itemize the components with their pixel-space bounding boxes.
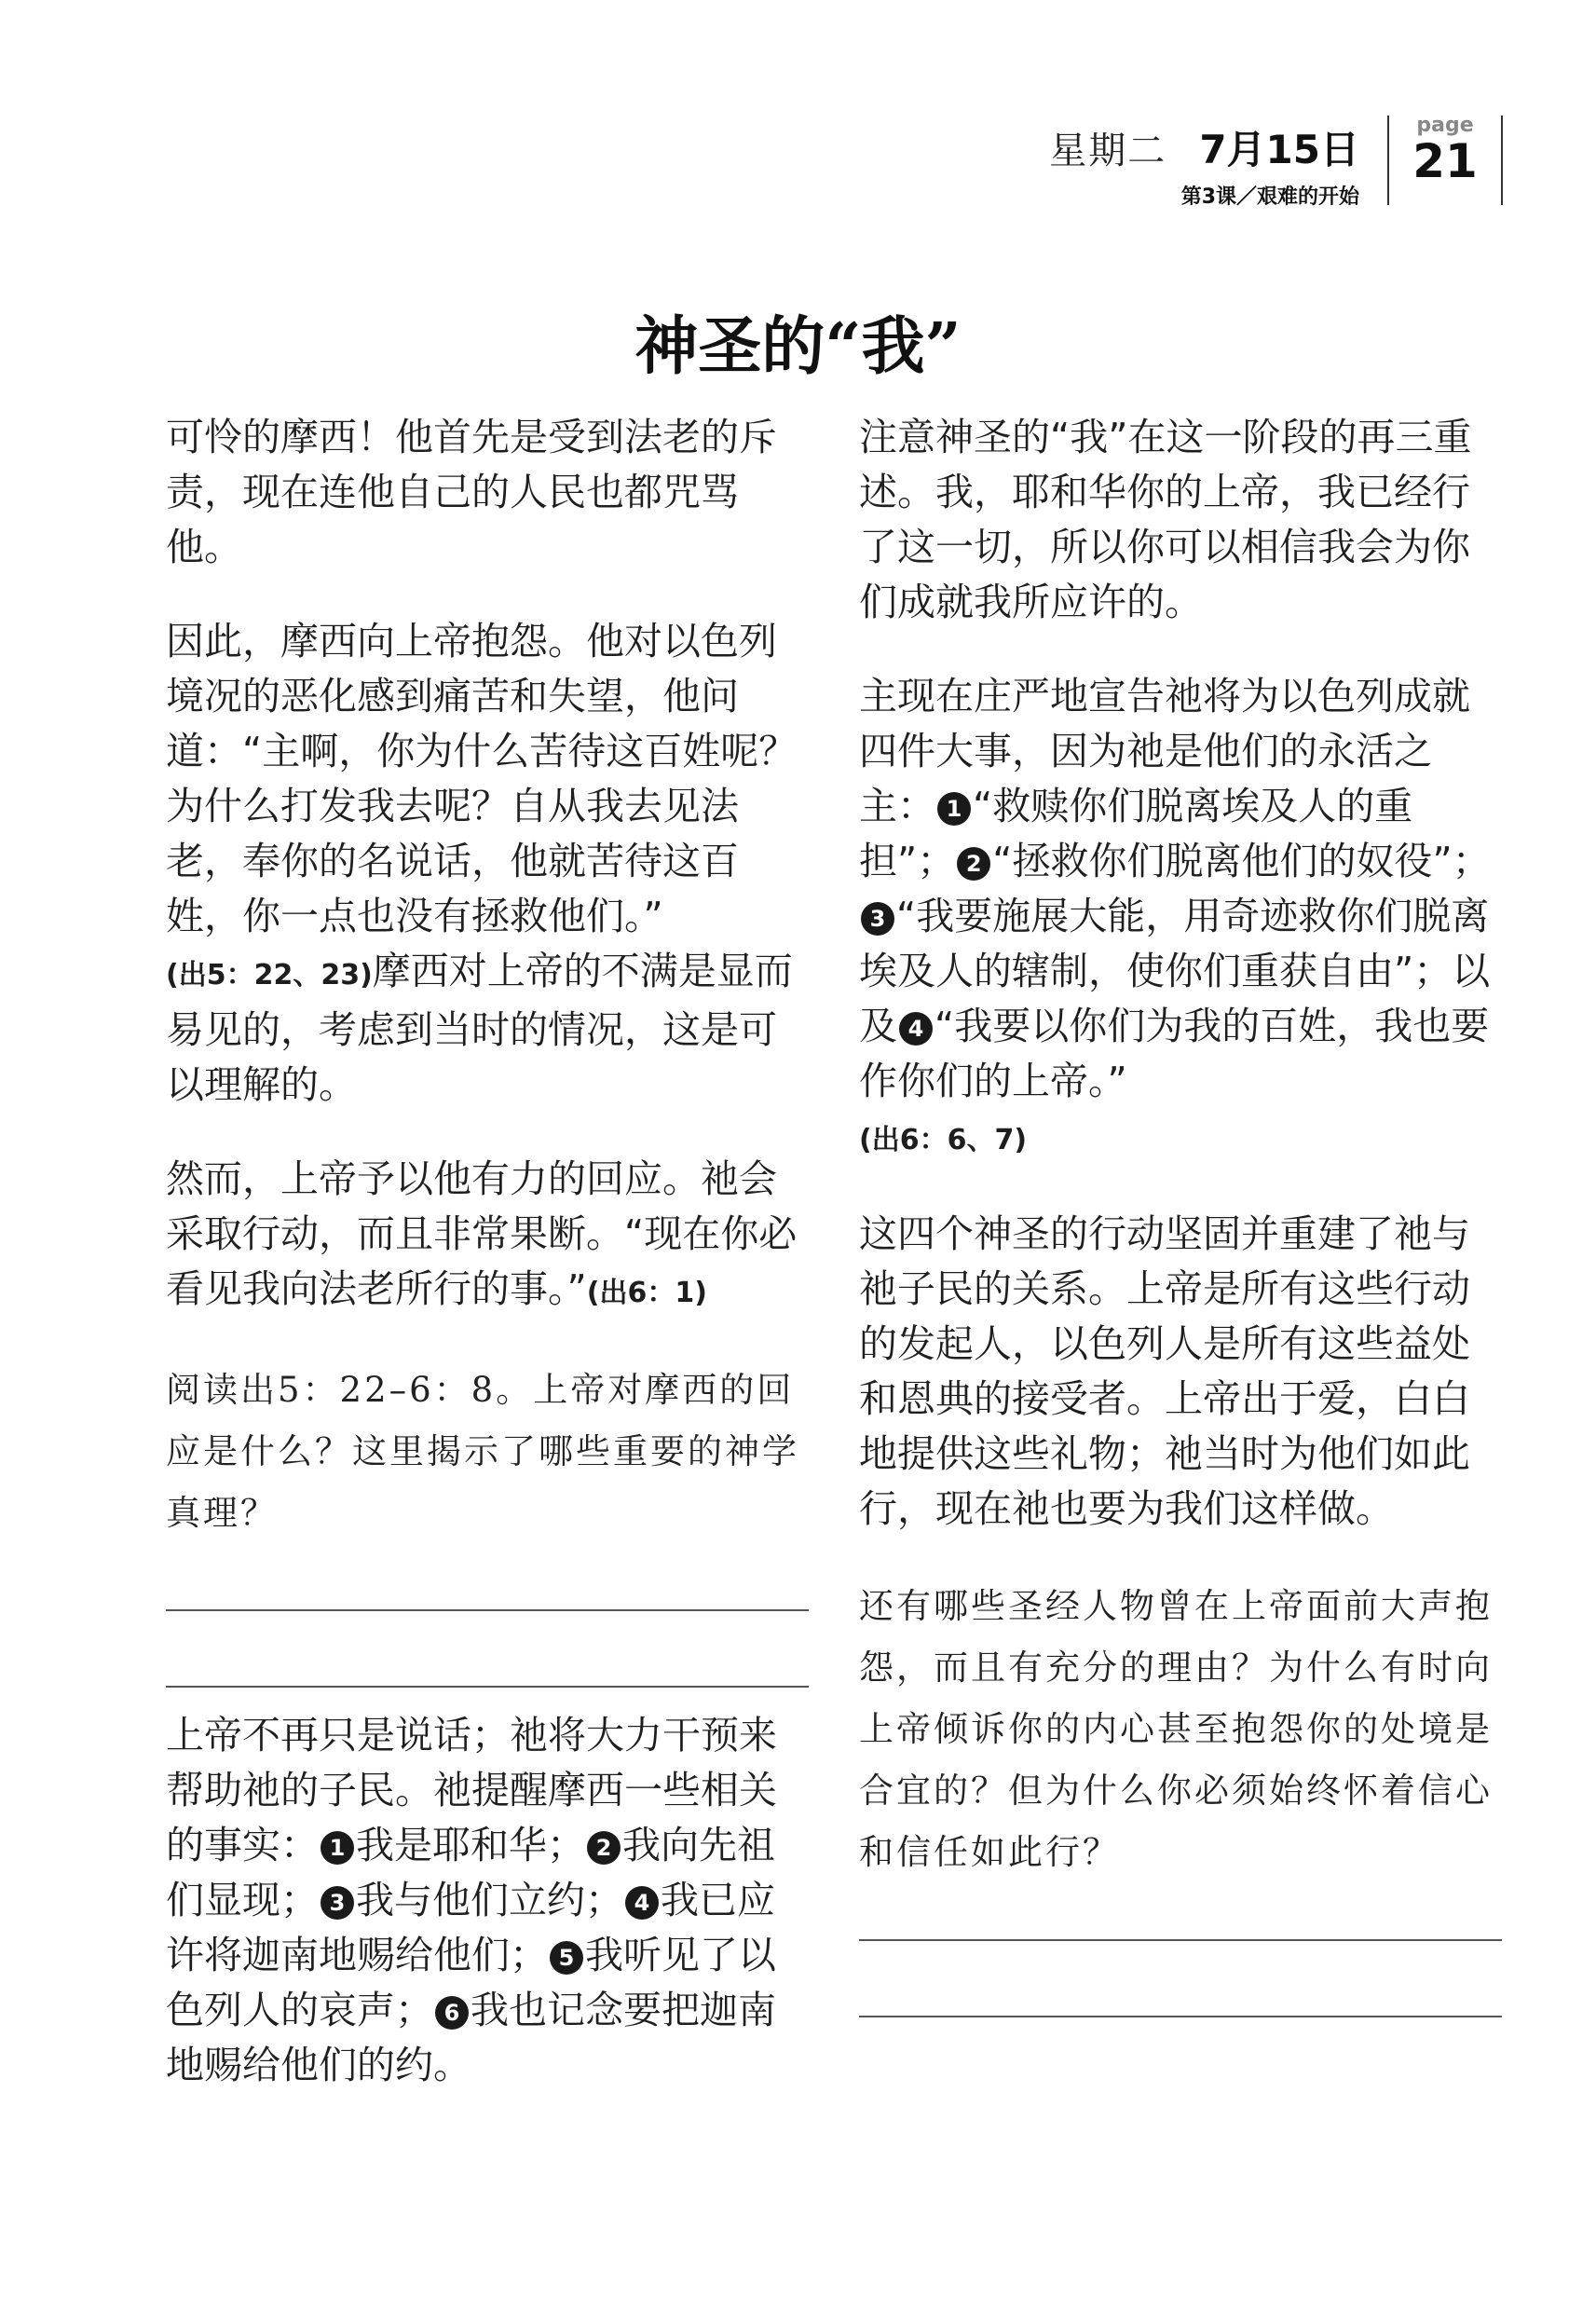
left-p3-text: 然而，上帝予以他有力的回应。祂会采取行动，而且非常果断。“现在你必看见我向法老所行的事。” — [166, 1156, 798, 1311]
answer-line-1[interactable] — [166, 1609, 809, 1611]
right-p2-intro: 主现在庄严地宣告祂将为以色列成就四件大事，因为祂是他们的永活之主： — [859, 674, 1470, 828]
left-column — [166, 410, 809, 2132]
right-p2-item-2: “拯救你们脱离他们的奴役”； — [992, 839, 1491, 883]
number-3-icon: 3 — [321, 1886, 354, 1920]
right-p2-item-4: “我要以你们为我的百姓，我也要作你们的上帝。” — [859, 1004, 1490, 1103]
left-p3-reference: (出6：1) — [586, 1277, 707, 1309]
number-1-icon: 1 — [937, 792, 971, 826]
right-p2-item-3: “我要施展大能，用奇迹救你们脱离埃及人的辖制，使你们重获自由”；以及 — [859, 894, 1491, 1048]
number-6-icon: 6 — [435, 1996, 469, 2030]
left-p4-item-6: 我也记念要把迦南地赐给他们的约。 — [166, 1988, 776, 2087]
number-4-icon: 4 — [625, 1886, 659, 1920]
left-paragraph-1: 可怜的摩西！他首先是受到法老的斥责，现在连他自己的人民也都咒骂他。 — [166, 415, 777, 569]
right-paragraph-1: 注意神圣的“我”在这一阶段的再三重述。我，耶和华你的上帝，我已经行了这一切，所以你可以相信我会为你们成就我所应许的。 — [859, 415, 1472, 624]
page-header — [1049, 110, 1503, 212]
left-paragraph-4 — [166, 1708, 809, 2093]
left-p2-text: 因此，摩西向上帝抱怨。他对以色列境况的恶化感到痛苦和失望，他问道：“主啊，你为什么苦待这百姓呢？为什么打发我去呢？自从我去见法老，奉你的名说话，他就苦待这百姓，你一点也没有拯救他们。” — [166, 619, 798, 938]
answer-line-3[interactable] — [859, 1939, 1502, 1941]
left-study-question: 阅读出5：22–6：8。上帝对摩西的回应是什么？这里揭示了哪些重要的神学真理？ — [166, 1370, 799, 1533]
left-p4-item-4: 我已应许将迦南地赐给他们； — [166, 1878, 775, 1977]
header-day: 星期二 — [1049, 130, 1167, 172]
header-date: 7月15日 — [1199, 127, 1359, 172]
right-paragraph-3: 这四个神圣的行动坚固并重建了祂与祂子民的关系。上帝是所有这些行动的发起人，以色列人是所有这些益处和恩典的接受者。上帝出于爱，白白地提供这些礼物；祂当时为他们如此行，现在祂也要为我们这样做。 — [859, 1211, 1470, 1531]
answer-line-2[interactable] — [166, 1686, 809, 1688]
left-p4-item-3: 我与他们立约； — [356, 1878, 623, 1922]
right-p2-reference: (出6：6、7) — [859, 1124, 1028, 1156]
header-right-rule — [1501, 116, 1503, 205]
number-1-icon: 1 — [321, 1831, 354, 1865]
right-paragraph-2 — [859, 669, 1502, 1168]
right-study-question: 还有哪些圣经人物曾在上帝面前大声抱怨，而且有充分的理由？为什么有时向上帝倾诉你的内心甚至抱怨你的处境是合宜的？但为什么你必须始终怀着信心和信任如此行？ — [859, 1586, 1493, 1872]
number-4-icon: 4 — [899, 1012, 933, 1046]
number-2-icon: 2 — [957, 847, 990, 881]
left-p2-reference: (出5：22、23) — [166, 959, 373, 991]
number-2-icon: 2 — [587, 1831, 621, 1865]
page-title: 神圣的“我” — [634, 309, 962, 384]
page-number: 21 — [1412, 134, 1478, 188]
page-number-block — [1389, 110, 1501, 186]
left-p4-item-5: 我听见了以色列人的哀声； — [166, 1933, 776, 2032]
number-5-icon: 5 — [550, 1941, 583, 1975]
left-p4-item-2: 我向先祖们显现； — [166, 1823, 775, 1922]
page-word: page — [1416, 114, 1474, 137]
left-paragraph-3 — [166, 1152, 809, 1320]
left-p2-tail: 摩西对上帝的不满是显而易见的，考虑到当时的情况，这是可以理解的。 — [166, 949, 793, 1107]
answer-line-4[interactable] — [859, 2016, 1502, 2017]
left-p4-intro: 上帝不再只是说话；祂将大力干预来帮助祂的子民。祂提醒摩西一些相关的事实： — [166, 1713, 777, 1867]
number-3-icon: 3 — [861, 902, 894, 936]
left-paragraph-2 — [166, 614, 809, 1113]
left-p4-item-1: 我是耶和华； — [356, 1823, 585, 1867]
right-column — [859, 410, 1502, 2017]
right-p2-item-1: “救赎你们脱离埃及人的重担”； — [859, 784, 1413, 883]
header-date-block — [1049, 110, 1387, 210]
header-lesson: 第3课／艰难的开始 — [1180, 185, 1359, 209]
